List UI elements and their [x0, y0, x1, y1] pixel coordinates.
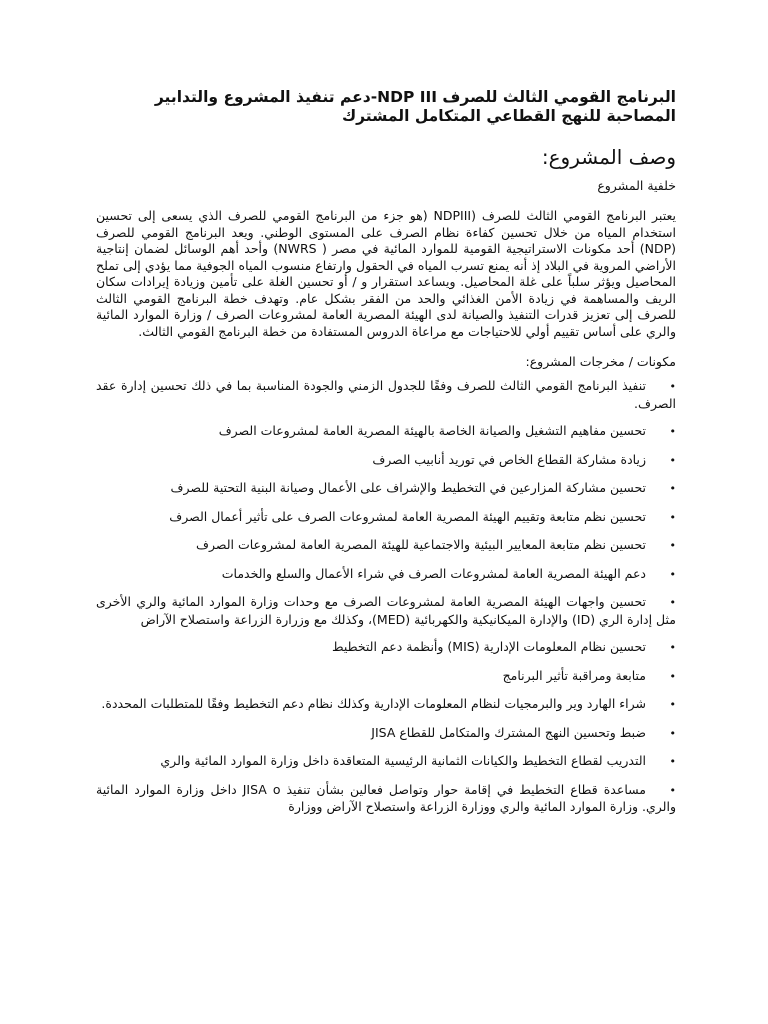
output-item [96, 566, 676, 584]
output-item [96, 452, 676, 470]
bullet-icon: • [669, 726, 676, 740]
output-item [96, 509, 676, 527]
bullet-icon: • [669, 698, 676, 711]
background-paragraph: يعتبر البرنامج القومي الثالث للصرف (NDPIII (هو جزء من البرنامج القومي للصرف الذي يسعى إلى تحسين استخدام المياه من خلال تحسين كفاءة نظام الصرف على المستوى الوطني. ويعد البرنامج القومي للصرف (NDP) أحد مكونات الاستراتيجية القومية للموارد المائية في مصر ( NWRS) وأحد أهم الوسائل لضمان إنتاجية الأراضي المروية في البلاد إذ أنه يمنع تسرب المياه في الحقول وارتفاع منسوب المياه الجوفية مما يؤدي إلى تملح المحاصيل ويؤثر سلباً على غلة المحاصيل. ويساعد استقرار و / أو تحسين الغلة على تأمين وزيادة إيرادات سكان الريف والمساهمة في زيادة الأمن الغذائي والحد من الفقر بشكل عام. وتهدف خطة البرنامج القومي الثالث للصرف إلى تعزيز قدرات التنفيذ والصيانة لدى الهيئة المصرية العامة لمشروعات الصرف / وزارة الموارد المائية والري على أساس تقييم أولي للاحتياجات مع مراعاة الدروس المستفادة من خطة البرنامج القومي الثالث. [96, 208, 676, 339]
bullet-icon: • [669, 482, 676, 495]
output-text: تحسين مفاهيم التشغيل والصيانة الخاصة بالهيئة المصرية العامة لمشروعات الصرف [218, 423, 646, 438]
output-text: زيادة مشاركة القطاع الخاص في توريد أنابيب الصرف [372, 451, 646, 467]
output-item [96, 668, 676, 686]
output-item [96, 378, 676, 412]
output-text: تحسين واجهات الهيئة المصرية العامة لمشروعات الصرف مع وحدات وزارة الموارد المائية والري الأخرى مثل إدارة الري (ID) والإدارة الميكانيكية والكهربائية (MED)، وكذلك مع وزرارة الزراعة واستصلاح الآراض [96, 594, 676, 627]
document-title-line-2: المصاحبة للنهج القطاعي المتكامل المشترك [341, 107, 676, 125]
output-text: شراء الهارد وير والبرمجيات لنظام المعلومات الإدارية وكذلك نظام دعم التخطيط وفقًا للمتطلبات المحددة. [101, 696, 646, 711]
output-text: متابعة ومراقبة تأثير البرنامج [502, 667, 646, 683]
bullet-icon: • [669, 596, 676, 609]
output-item [96, 753, 676, 771]
output-text: تحسين نظام المعلومات الإدارية (MIS) وأنظمة دعم التخطيط [331, 639, 646, 654]
outputs-list [96, 378, 676, 816]
bullet-icon: • [669, 567, 676, 581]
output-item [96, 639, 676, 657]
bullet-icon: • [669, 510, 676, 524]
output-text: تحسين نظم متابعة وتقييم الهيئة المصرية العامة لمشروعات الصرف على تأثير أعمال الصرف [169, 508, 646, 524]
output-item [96, 537, 676, 555]
bullet-icon: • [669, 669, 676, 683]
output-text: تحسين نظم متابعة المعايير البيئية والاجتماعية للهيئة المصرية العامة لمشروعات الصرف [196, 537, 646, 552]
output-item [96, 480, 676, 498]
output-item [96, 423, 676, 441]
bullet-icon: • [669, 783, 676, 797]
output-text: دعم الهيئة المصرية العامة لمشروعات الصرف في شراء الأعمال والسلع والخدمات [221, 565, 646, 581]
bullet-icon: • [669, 380, 676, 393]
output-text: تحسين مشاركة المزارعين في التخطيط والإشراف على الأعمال وصيانة البنية التحتية للصرف [170, 480, 646, 495]
bullet-icon: • [669, 425, 676, 438]
section-heading: وصف المشروع: [541, 145, 676, 169]
output-item [96, 782, 676, 816]
output-text: مساعدة قطاع التخطيط في إقامة حوار وتواصل فعالين بشأن تنفيذ JISA o داخل وزارة الموارد المائية والري. وزارة الموارد المائية والري ووزارة الزراعة واستصلاح الآراض ووزارة [96, 781, 676, 814]
document-title [96, 88, 676, 126]
bullet-icon: • [669, 755, 676, 768]
output-text: ضبط وتحسين النهج المشترك والمتكامل للقطاع JISA [371, 724, 646, 740]
output-item [96, 696, 676, 714]
bullet-icon: • [669, 539, 676, 552]
output-text: التدريب لقطاع التخطيط والكيانات الثمانية الرئيسية المتعاقدة داخل وزارة الموارد المائية والري [160, 753, 646, 768]
output-item [96, 725, 676, 743]
bullet-icon: • [669, 453, 676, 467]
document-title-line-1: البرنامج القومي الثالث للصرف NDP III-دعم تنفيذ المشروع والتدابير [154, 88, 676, 106]
bullet-icon: • [669, 641, 676, 654]
output-item [96, 594, 676, 628]
outputs-label: مكونات / مخرجات المشروع: [525, 354, 676, 369]
output-text: تنفيذ البرنامج القومي الثالث للصرف وفقًا للجدول الزمني والجودة المناسبة بما في ذلك تحسين إدارة عقد الصرف. [96, 378, 676, 411]
background-subheading: خلفية المشروع [597, 178, 676, 193]
